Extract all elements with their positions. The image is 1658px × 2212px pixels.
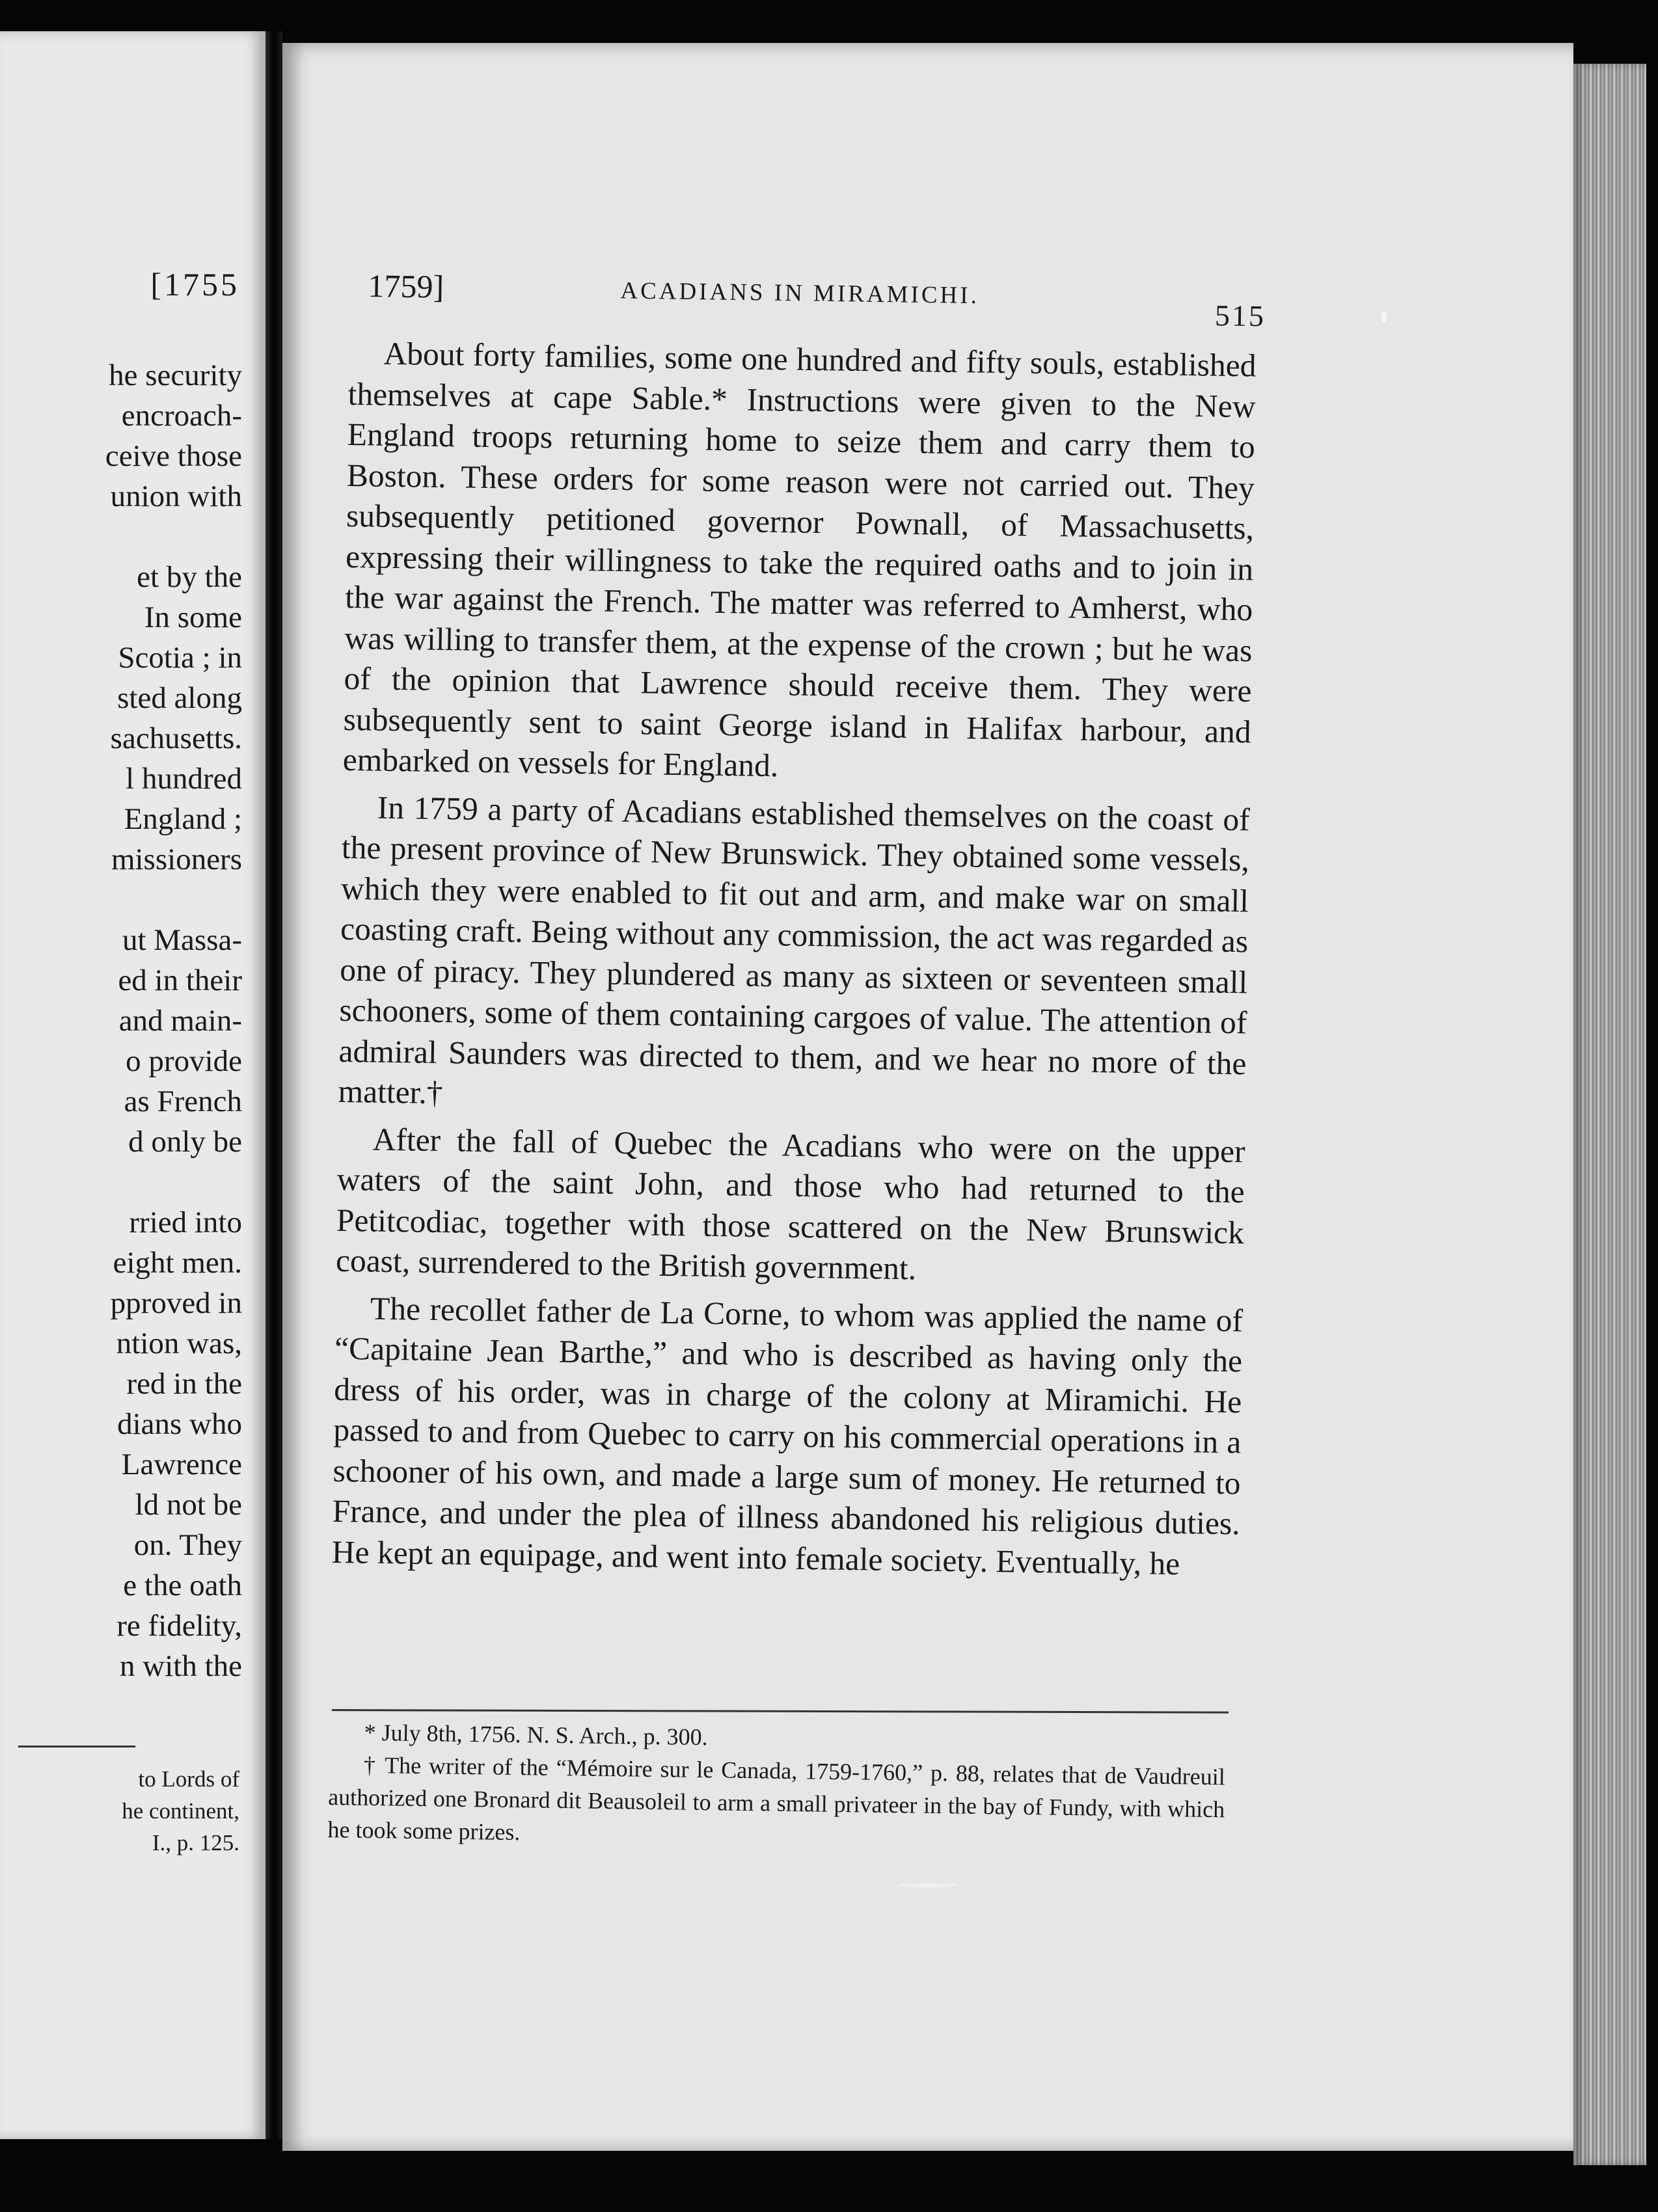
paragraph: In 1759 a party of Acadians established themselves on the coast of the present province of New Brunswick. They obtained some vessels, which they were enabled to fit out and arm, and make war on small coasting craft. Being without any commission, the act was regarded as one of piracy. They plundered as many as sixteen or seventeen small schooners, some of them containing cargoes of value. The attention of admiral Saunders was directed to them, and we hear no more of the matter.† bbox=[338, 789, 1251, 1111]
running-head-title: ACADIANS IN MIRAMICHI. bbox=[620, 277, 980, 310]
paragraph: After the fall of Quebec the Acadians who were on the upper waters of the saint John, and those who had returned to the Petitcodiac, together with those scattered on the New Brunswick coast, surrendered to the British government. bbox=[335, 1121, 1245, 1287]
text-line: re fidelity, bbox=[116, 1609, 242, 1643]
previous-page-footnote-rule bbox=[18, 1746, 135, 1747]
text-line: ld not be bbox=[135, 1488, 242, 1522]
text-line: o provide bbox=[126, 1044, 242, 1078]
text-line: sted along bbox=[117, 681, 242, 715]
previous-page-running-head: [1755 bbox=[150, 266, 239, 303]
previous-page-footnotes bbox=[122, 1763, 239, 1859]
body-text bbox=[331, 333, 1257, 1591]
footnote-line: I., p. 125. bbox=[152, 1830, 239, 1855]
previous-page bbox=[0, 31, 265, 2139]
footnote-line: he continent, bbox=[122, 1798, 239, 1824]
footnote: * July 8th, 1756. N. S. Arch., p. 300. bbox=[364, 1719, 708, 1751]
footnotes bbox=[327, 1716, 1226, 1858]
page-number: 515 bbox=[1214, 299, 1266, 333]
text-line: l hundred bbox=[126, 762, 242, 796]
text-line: as French bbox=[124, 1085, 242, 1118]
text-line: pproved in bbox=[110, 1286, 242, 1320]
footnote-line: to Lords of bbox=[138, 1766, 239, 1792]
running-head-year: 1759] bbox=[368, 267, 444, 305]
text-line: eight men. bbox=[113, 1246, 242, 1280]
text-line bbox=[105, 1162, 242, 1202]
paragraph: About forty families, some one hundred and fifty souls, established themselves at cape Sable.* Instructions were given to the New England troops returning home to seize them and carry them to Boston. These orders for some reason were not carried out. They subsequently petitioned governor Pownall, of Massachusetts, expressing their willingness to take the required oaths and to join in the war against the French. The matter was referred to Amherst, who was willing to transfer them, at the expense of the crown ; but he was of the opinion that Lawrence should receive them. They were subsequently sent to saint George island in Halifax harbour, and embarked on vessels for England. bbox=[342, 335, 1257, 784]
text-line: England ; bbox=[124, 802, 242, 836]
text-line: and main- bbox=[118, 1004, 242, 1038]
text-line: missioners bbox=[111, 843, 242, 876]
text-line: red in the bbox=[126, 1367, 242, 1401]
book-gutter bbox=[265, 31, 282, 2139]
paragraph: The recollet father de La Corne, to whom was applied the name of “Capitaine Jean Barthe,” and who is described as having only the dress of his order, was in charge of the colony at Miramichi. He passed to and from Quebec to carry on his commercial operations in a schooner of his own, and made a large sum of money. He returned to France, and under the plea of illness abandoned his religious duties. He kept an equipage, and went into female society. Eventually, he bbox=[331, 1290, 1244, 1582]
running-head bbox=[368, 260, 1266, 331]
text-line: on. They bbox=[133, 1528, 242, 1562]
text-line: ceive those bbox=[105, 439, 242, 473]
text-line bbox=[105, 880, 242, 920]
text-line: d only be bbox=[128, 1125, 242, 1159]
text-line: ed in their bbox=[118, 964, 242, 997]
text-line bbox=[105, 517, 242, 557]
text-line: n with the bbox=[120, 1649, 242, 1683]
text-line: Lawrence bbox=[121, 1448, 242, 1481]
text-line: union with bbox=[110, 479, 242, 513]
footnote: † The writer of the “Mémoire sur le Canada, 1759-1760,” p. 88, relates that de Vaudreuil authorized one Bronard dit Beausoleil to arm a small privateer in the bay of Fundy, with which he took some prizes. bbox=[327, 1751, 1226, 1846]
text-line: encroach- bbox=[121, 399, 242, 433]
text-line: e the oath bbox=[123, 1569, 242, 1602]
text-line: he security bbox=[109, 358, 242, 392]
text-line: sachusetts. bbox=[110, 722, 242, 755]
scan-speck bbox=[898, 1883, 957, 1887]
page-edges bbox=[1573, 64, 1646, 2165]
text-line: Scotia ; in bbox=[118, 641, 242, 675]
text-line: ntion was, bbox=[116, 1327, 242, 1360]
text-line: ut Massa- bbox=[122, 923, 242, 957]
previous-page-text bbox=[105, 355, 242, 1686]
text-line: rried into bbox=[129, 1206, 242, 1239]
text-line: In some bbox=[144, 600, 242, 634]
scan-speck bbox=[1381, 311, 1387, 323]
text-line: et by the bbox=[137, 560, 242, 594]
text-line: dians who bbox=[117, 1407, 242, 1441]
